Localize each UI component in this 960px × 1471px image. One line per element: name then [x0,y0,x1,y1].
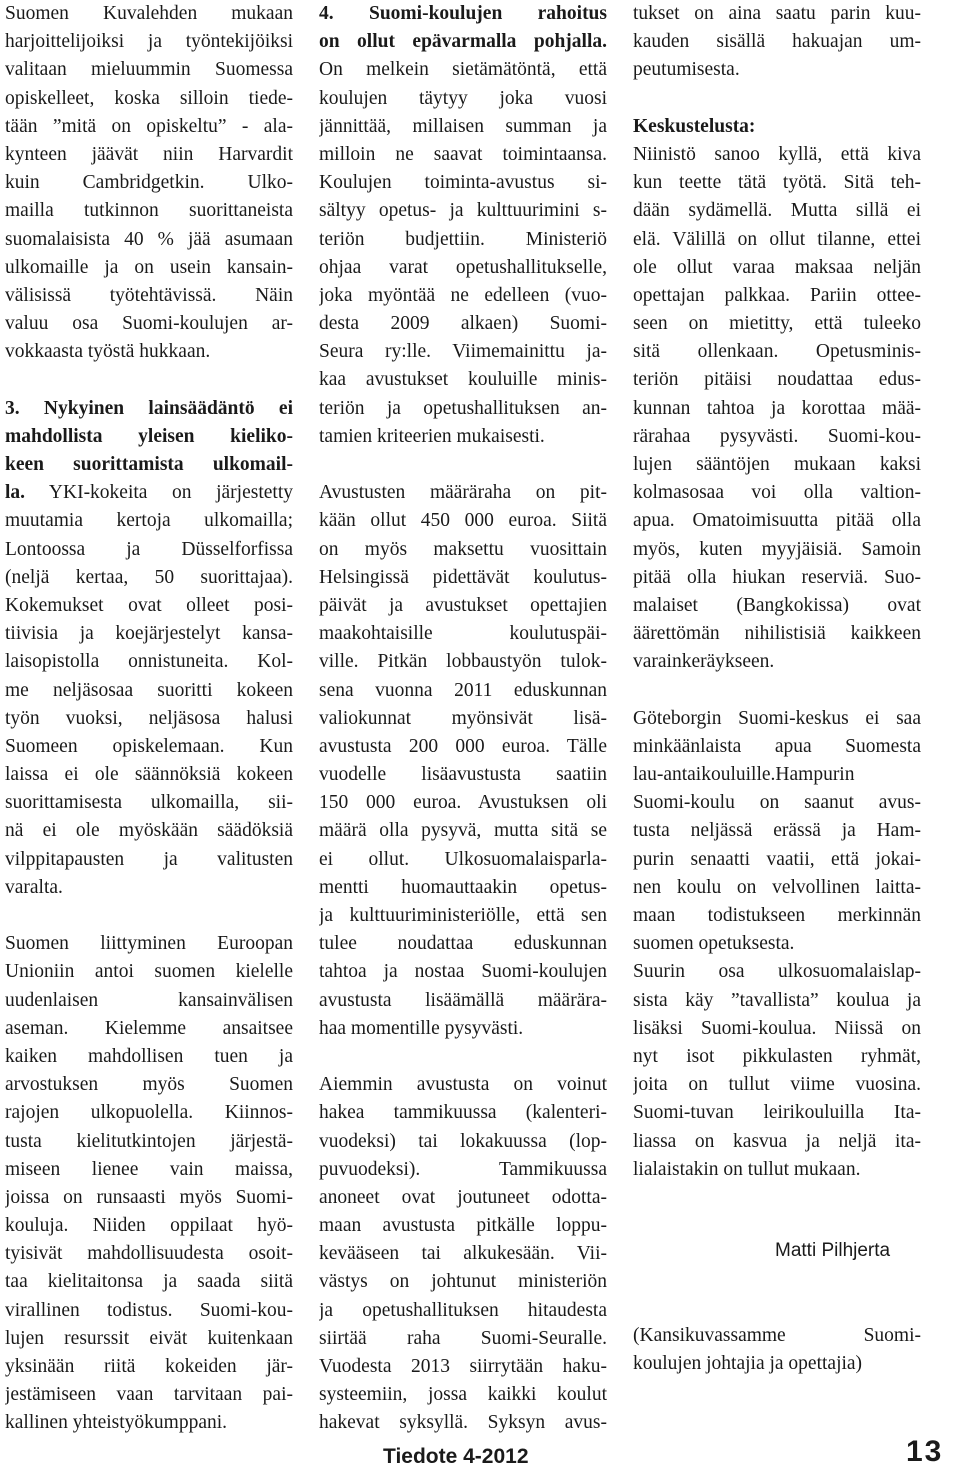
text-line: haa momentille pysyvästi. [319,1017,524,1039]
text-line: anoneet ovat joutuneet odotta- [319,1186,607,1208]
text-line: kaa avustukset kouluille minis- [319,369,607,391]
text-line: joka myöntää ne edelleen (vuo- [319,284,607,306]
text-line: teriön pitäisi noudattaa edus- [633,369,921,391]
text-line: teriön budjettiin. Ministeriö [319,228,607,250]
text-line: Suomi-koulu on saanut avus- [633,792,921,814]
text-line: lujen resurssit eivät kuitenkaan [5,1327,293,1349]
text-line: aseman. Kielemme ansaitsee [5,1017,293,1039]
text-line: lisäksi Suomi-koulua. Niissä on [633,1017,921,1039]
text-line: tusta kielitutkintojen järjestä- [5,1130,293,1152]
text-line: kauden sisällä hakuajan um- [633,31,921,53]
text-line: äärettömän nihilistisiä kaikkeen [633,623,921,645]
text-line: kaiken mahdollisen tuen ja [5,1045,293,1067]
paragraph-eu [5,930,293,1437]
publication-footer: Tiedote 4-2012 [383,1445,529,1468]
text-line: jestämiseen vaan tarvitaan pai- [5,1384,293,1406]
text-line: On melkein sietämätöntä, että [319,59,607,81]
text-line: hakea tammikuussa (kalenteri- [319,1102,607,1124]
paragraph-continuation [633,0,921,85]
text-line: minkäänlaista apua Suomesta [633,735,921,757]
text-line: ei ollut. Ulkosuomalaisparla- [319,848,607,870]
text-line: sitä ollenkaan. Opetusminis- [633,341,921,363]
text-line: ville. Pitkän lobbaustyön tulok- [319,651,607,673]
text-fragment: YKI-kokeita on järjestetty [48,482,293,504]
text-line: muutamia kertoja ulkomailla; [5,510,293,532]
text-line: Kokemukset ovat olleet posi- [5,594,293,616]
text-line: dään sydämellä. Mutta sillä ei [633,200,921,222]
text-line: varainkeräykseen. [633,651,775,673]
section-3 [5,395,293,902]
text-line: seen on mietitty, että tuleeko [633,313,921,335]
text-line: laisopistolla onnistuneita. Kol- [5,651,293,673]
text-line: apua. Omatoimisuutta pitää olla [633,510,921,532]
text-line: yksinään riitä kokeiden jär- [5,1356,293,1377]
text-line: maan avustusta pitkälle loppu- [319,1215,607,1237]
text-line: tulee noudattaa eduskunnan [319,933,607,955]
middle-column [319,0,607,1438]
caption-line: (Kansikuvassamme Suomi- [633,1325,921,1346]
text-line: sista käy ”tavallista” koulua ja [633,989,921,1011]
text-line [5,479,293,507]
text-line: desta 2009 alkaen) Suomi- [319,313,607,335]
text-line: ohjaa varat opetushallitukselle, [319,256,607,278]
text-line: ole ollut varaa maksaa neljän [633,256,921,278]
text-line: tiivisia ja koejärjestelyt kansa- [5,623,293,645]
text-line: Lontoossa ja Düsselforfissa [5,538,293,560]
paragraph-haku [319,1071,607,1437]
text-line: suomen opetuksesta. [633,933,795,955]
text-line: systeemiin, jossa kaikki koulut [319,1384,607,1406]
section-heading-line: mahdollista yleisen kieliko- [5,425,293,447]
paragraph-goteborg [633,705,921,959]
text-line: kouluja. Niiden oppilaat hyö- [5,1215,293,1237]
paragraph-kuvalehti [5,0,293,366]
text-line: virallinen todistus. Suomi-kou- [5,1299,293,1321]
text-line: vuodeksi) tai lokakuussa (lop- [319,1130,607,1152]
text-line: kään ollut 450 000 euroa. Siitä [319,510,607,532]
text-line: Suomeen opiskelemaan. Kun [5,735,293,757]
text-line: nen koulu on velvollinen laitta- [633,876,921,898]
text-line: maakohtaisille koulutuspäi- [319,623,607,645]
text-line: vilppitapausten ja valitusten [5,848,293,870]
text-line: Suurin osa ulkosuomalaislap- [633,961,921,983]
section-heading-line: on ollut epävarmalla pohjalla. [319,31,607,53]
text-line: milloin ne saavat toimintaansa. [319,143,607,165]
text-line: määrä olla pysyvä, mutta sitä se [319,820,607,842]
text-line: siirtää raha Suomi-Seuralle. [319,1327,607,1349]
text-line: arvostuksen myös Suomen [5,1074,293,1096]
text-line: opettajan palkkaa. Pariin ottee- [633,284,921,306]
text-line: lujen sääntöjen mukaan kaksi [633,454,921,475]
text-line: liassa on kasvua ja neljä ita- [633,1130,921,1152]
text-line: nyt isot pikkulasten ryhmät, [633,1045,921,1067]
text-line: kuin Cambridgetkin. Ulko- [5,172,293,194]
text-line: kynteen jäävät niin Harvardit [5,143,293,165]
text-line: tukset on aina saatu parin kuu- [633,3,921,24]
paragraph-lapset [633,958,921,1184]
text-line: päivät ja avustukset opettajien [319,594,607,616]
text-line: tusta neljässä erässä ja Ham- [633,820,921,842]
text-line: laissa ei ole säännöksiä kokeen [5,764,293,786]
section-keskustelusta [633,113,921,677]
section-heading-line: keen suorittamista ulkomail- [5,454,293,475]
text-line: valuu osa Suomi-koulujen ar- [5,313,293,335]
text-line: Aiemmin avustusta on voinut [319,1074,607,1096]
right-column [633,0,921,1184]
text-line: nä ei ole myöskään säädöksiä [5,820,293,842]
section-heading-tail: la. [5,482,26,504]
text-line: Suomi-tuvan leirikouluilla Ita- [633,1102,921,1124]
text-line: Vuodesta 2013 siirrytään haku- [319,1356,607,1377]
text-line: Göteborgin Suomi-keskus ei saa [633,707,921,729]
text-line: välisissä työtehtävissä. Näin [5,284,293,306]
text-line: Suomen liittyminen Euroopan [5,933,293,955]
text-line: Avustusten määräraha on pit- [319,482,607,504]
text-line: ulkomaille ja on usein kansain- [5,256,293,278]
text-line: lau-antaikouluille.Hampurin [633,764,855,786]
section-4 [319,0,607,451]
text-line: tamien kriteerien mukaisesti. [319,425,545,447]
text-line: koulujen täytyy joka vuosi [319,87,607,109]
text-line: hakevat syksyllä. Syksyn avus- [319,1412,607,1434]
text-line: kunnan tahtoa ja korottaa mää- [633,397,921,419]
text-line: työn vuoksi, neljäsosa halusi [5,707,293,729]
text-line: pitää olla hiukan reserviä. Suo- [633,566,921,588]
text-line: tahtoa ja nostaa Suomi-koulujen [319,961,607,983]
text-line: ja kulttuuriministeriölle, että sen [319,905,607,926]
text-line: miseen lienee vain maissa, [5,1158,293,1180]
author-signature: Matti Pilhjerta [775,1240,891,1261]
page-number: 13 [906,1435,944,1468]
text-line: jännittää, millaisen summan ja [319,115,607,137]
text-line: puvuodeksi). Tammikuussa [319,1158,607,1180]
text-line: rärahaa pysyvästi. Suomi-kou- [633,425,921,447]
text-line: kolmasosaa voi olla valtion- [633,482,921,504]
text-line: avustusta lisäämällä määrära- [319,989,607,1011]
text-line: 150 000 euroa. Avustuksen oli [319,792,607,814]
section-heading-line: 3. Nykyinen lainsäädäntö ei [5,397,293,419]
text-line: myös, kuten myyjäisiä. Samoin [633,538,921,560]
text-line: uudenlaisen kansainvälisen [5,989,293,1011]
text-line: suomalaisista 40 % jää asumaan [5,228,293,250]
text-line: Seura ry:lle. Viimemainittu ja- [319,341,607,363]
text-line: Unioniin antoi suomen kielelle [5,961,293,983]
text-line: valiokunnat myönsivät lisä- [319,707,607,729]
text-line: kevääseen tai alkukesään. Vii- [319,1243,607,1265]
text-line: tään ”mitä on opiskeltu” - ala- [5,115,293,137]
text-line: teriön ja opetushallituksen an- [319,397,607,419]
text-line: vuodelle lisäavustusta saatiin [319,764,607,786]
text-line: kallinen yhteistyökumppani. [5,1412,228,1434]
text-line: taa kielitaitonsa ja saada siitä [5,1271,293,1293]
text-line: Helsingissä pidettävät koulutus- [319,566,607,588]
text-line: sena vuonna 2011 eduskunnan [319,679,607,701]
text-line: ja opetushallituksen hitaudesta [319,1299,607,1321]
text-line: västys on johtunut ministeriön [319,1271,607,1293]
text-line: valitaan mieluummin Suomessa [5,59,293,81]
text-line: sältyy opetus- ja kulttuurimini s- [319,200,607,222]
text-line: mailla tutkinnon suorittaneista [5,200,293,222]
text-line: kun teette tätä työtä. Sitä teh- [633,172,921,194]
text-line: suorittamisesta ulkomailla, sii- [5,792,293,814]
text-line: avustusta 200 000 euroa. Tälle [319,735,607,757]
text-line: purin senaatti vaatii, että jokai- [633,848,921,870]
paragraph-avustukset [319,479,607,1043]
text-line: varalta. [5,876,63,898]
text-line: tyisivät mahdollisuudesta osoit- [5,1243,293,1265]
text-line: lialaistakin on tullut mukaan. [633,1158,861,1180]
text-line: me neljäsosaa suoritti kokeen [5,679,293,701]
text-line: vokkaasta työstä hukkaan. [5,341,211,363]
text-line: peutumisesta. [633,59,740,81]
text-line: rajojen ulkopuolella. Kiinnos- [5,1102,293,1124]
text-line: maan todistukseen merkinnän [633,905,921,926]
section-heading-line: 4. Suomi-koulujen rahoitus [319,3,607,24]
section-heading-line: Keskustelusta: [633,115,756,137]
text-line: Niinistö sanoo kyllä, että kiva [633,143,921,165]
text-line: on myös maksettu vuosittain [319,538,607,560]
text-line: joissa on runsaasti myös Suomi- [5,1186,293,1208]
text-line: Suomen Kuvalehden mukaan [5,3,293,24]
text-line: malaiset (Bangkokissa) ovat [633,594,921,616]
text-line: opiskelleet, koska silloin tiede- [5,87,293,109]
caption-line: koulujen johtajia ja opettajia) [633,1353,863,1375]
text-line: harjoittelijoiksi ja työntekijöiksi [5,31,293,53]
text-line: joita on tullut viime vuosina. [633,1074,921,1096]
left-column [5,0,293,1438]
text-line: elä. Välillä on ollut tilanne, ettei [633,228,921,250]
text-line: (neljä kertaa, 50 suorittajaa). [5,566,293,588]
cover-caption [633,1322,921,1378]
text-line: Koulujen toiminta-avustus si- [319,172,607,194]
text-line: mentti huomauttaakin opetus- [319,876,607,898]
